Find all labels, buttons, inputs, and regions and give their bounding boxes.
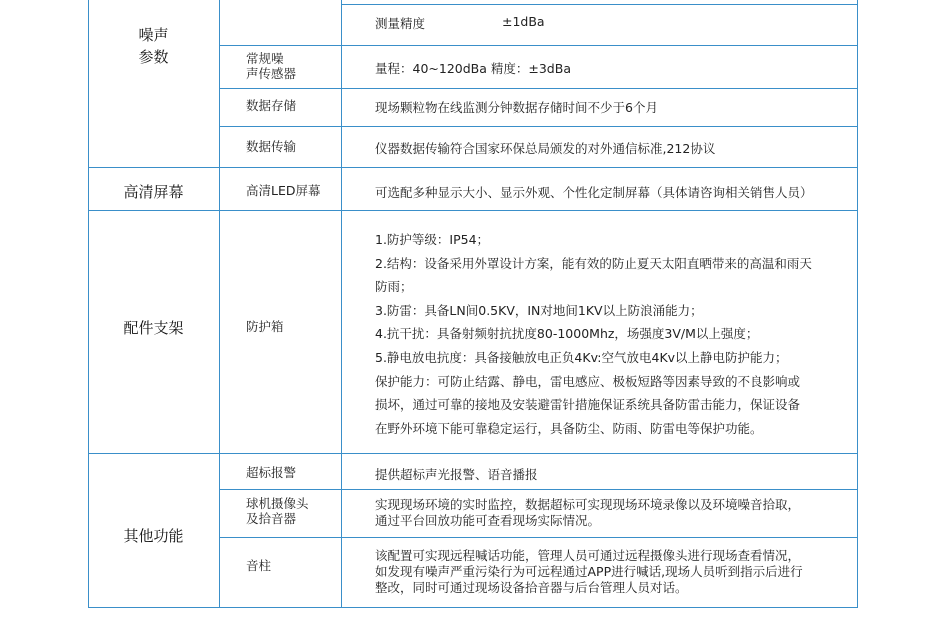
row-line	[88, 167, 858, 168]
spec-line: 2.结构：设备采用外罩设计方案，能有效的防止夏天太阳直晒带来的高温和雨天	[375, 255, 812, 271]
camera-label-line: 球机摄像头	[246, 496, 309, 511]
precision-label: 测量精度	[375, 16, 426, 31]
spec-line: 4.抗干扰：具备射频射抗扰度80-1000Mhz，场强度3V/M以上强度；	[375, 326, 759, 342]
transmission-label: 数据传输	[246, 139, 297, 154]
speaker-value-line: 如发现有噪声严重污染行为可远程通过APP进行喊话,现场人员听到指示后进行	[375, 564, 803, 579]
accessories-spec-list	[375, 228, 812, 440]
transmission-value: 仪器数据传输符合国家环保总局颁发的对外通信标准,212协议	[375, 141, 716, 156]
spec-line: 保护能力：可防止结露、静电，雷电感应、极板短路等因素导致的不良影响或	[375, 373, 801, 389]
row-line	[219, 45, 858, 46]
row-line	[219, 489, 858, 490]
storage-label: 数据存储	[246, 98, 297, 113]
alarm-value: 提供超标声光报警、语音播报	[375, 467, 538, 482]
speaker-value-line: 该配置可实现远程喊话功能，管理人员可通过远程摄像头进行现场查看情况，	[375, 548, 801, 563]
divider-col2	[341, 0, 342, 608]
border-left	[88, 0, 89, 608]
noise-category-line: 噪声	[138, 26, 169, 44]
camera-value-line: 实现现场环境的实时监控，数据超标可实现现场环境录像以及环境噪音拾取，	[375, 497, 801, 512]
precision-value: ±1dBa	[502, 14, 545, 29]
sensor-label	[246, 51, 296, 81]
spec-line: 1.防护等级：IP54；	[375, 232, 490, 247]
accessories-label: 防护箱	[246, 319, 284, 334]
spec-line: 3.防雷：具备LN间0.5KV，IN对地间1KV以上防浪涌能力；	[375, 302, 703, 318]
spec-line: 5.静电放电抗度：具备接触放电正负4Kv:空气放电4Kv以上静电防护能力；	[375, 349, 788, 365]
row-line	[219, 537, 858, 538]
speaker-value	[375, 548, 803, 596]
camera-value	[375, 497, 800, 529]
spec-line: 在野外环境下能可靠稳定运行，具备防尘、防雨、防雷电等保护功能。	[375, 420, 763, 436]
border-right	[857, 0, 858, 608]
screen-label: 高清LED屏幕	[246, 183, 321, 198]
screen-category: 高清屏幕	[123, 183, 184, 201]
sensor-value: 量程：40~120dBa 精度：±3dBa	[375, 61, 571, 76]
speaker-label: 音柱	[246, 558, 272, 573]
sensor-label-line: 常规噪	[246, 51, 284, 66]
sensor-label-line: 声传感器	[246, 66, 297, 81]
spec-line: 防雨；	[375, 279, 413, 295]
alarm-label: 超标报警	[246, 465, 297, 480]
spec-line: 损坏，通过可靠的接地及安装避雷针措施保证系统具备防雷击能力，保证设备	[375, 397, 801, 413]
row-line	[219, 88, 858, 89]
row-line	[88, 453, 858, 454]
camera-label-line: 及拾音器	[246, 511, 297, 526]
row-line	[88, 210, 858, 211]
divider-col1	[219, 0, 220, 608]
screen-value: 可选配多种显示大小、显示外观、个性化定制屏幕（具体请咨询相关销售人员）	[375, 185, 813, 200]
camera-label	[246, 496, 309, 526]
storage-value: 现场颗粒物在线监测分钟数据存储时间不少于6个月	[375, 100, 658, 115]
accessories-category: 配件支架	[123, 319, 184, 337]
other-category: 其他功能	[123, 527, 184, 545]
row-line	[341, 4, 858, 5]
noise-category	[88, 24, 219, 68]
row-line	[219, 126, 858, 127]
noise-category-line: 参数	[138, 48, 169, 66]
speaker-value-line: 整改，同时可通过现场设备拾音器与后台管理人员对话。	[375, 580, 688, 595]
camera-value-line: 通过平台回放功能可查看现场实际情况。	[375, 513, 601, 528]
border-bottom	[88, 607, 858, 608]
